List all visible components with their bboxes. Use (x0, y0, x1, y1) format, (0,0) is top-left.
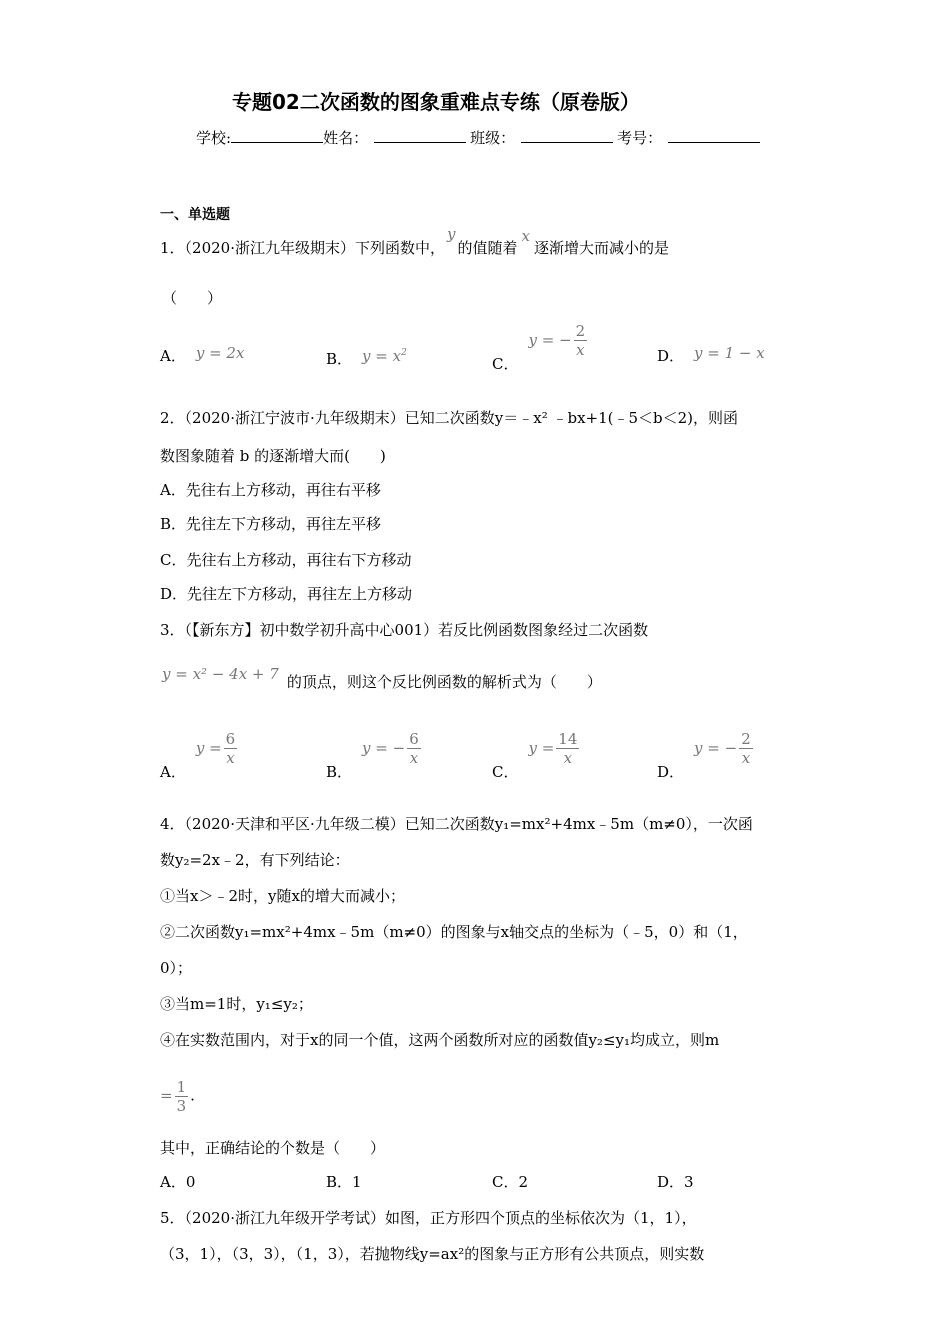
q4-statement-4b (160, 1078, 195, 1115)
q4-statement-2b: 0）； (160, 959, 193, 977)
fraction-numerator: 1 (176, 1078, 187, 1096)
q2-option-d (160, 584, 412, 604)
option-label: D． (657, 1173, 685, 1191)
option-expr: y = − (528, 330, 572, 349)
q2-line2: 数图象随着 b 的逐渐增大而( ) (160, 447, 386, 465)
q1-var-y: y (447, 225, 456, 243)
q3-option-b (326, 730, 423, 781)
id-blank (668, 128, 760, 143)
option-label: C． (160, 551, 187, 569)
q3-expr-line (162, 665, 602, 692)
q4-statement-1: ①当x＞﹣2时，y随x的增大而减小； (160, 887, 405, 905)
q1-option-d (657, 346, 765, 366)
option-text: 3 (684, 1173, 694, 1191)
q1-mid: 的值随着 (457, 239, 518, 257)
option-expr: y = − (694, 738, 738, 757)
q3-option-d (657, 730, 755, 781)
option-expr: y = 2x (195, 344, 245, 362)
q4-option-a (160, 1172, 195, 1192)
q4-line2: 数y₂=2x﹣2，有下列结论： (160, 851, 350, 869)
option-expr: y = − (362, 738, 406, 757)
fraction-denominator: x (741, 749, 751, 767)
option-text: 2 (518, 1173, 529, 1191)
option-expr: y = x (362, 347, 402, 365)
q1-paren: （ ） (162, 289, 223, 307)
option-label: C． (492, 354, 519, 373)
q2-option-c (160, 550, 412, 570)
q4-option-c (492, 1172, 528, 1192)
option-exponent: 2 (401, 348, 407, 358)
page-title: 专题02二次函数的图象重难点专练（原卷版） (232, 90, 640, 114)
equals-sign: = (160, 1086, 173, 1105)
q4-question: 其中，正确结论的个数是（ ） (160, 1139, 386, 1157)
option-label: D． (160, 585, 188, 603)
option-label: A． (160, 1173, 186, 1191)
option-label: A． (160, 347, 186, 365)
section-heading: 一、单选题 (160, 207, 230, 223)
option-text: 1 (352, 1173, 362, 1191)
q1-prefix: 1．（2020·浙江九年级期末）下列函数中， (160, 239, 445, 257)
fraction-numerator: 14 (558, 730, 578, 748)
class-label: 班级： (470, 129, 516, 147)
fraction-denominator: x (563, 749, 573, 767)
option-expr: y = (195, 738, 222, 757)
option-label: A． (160, 762, 186, 781)
fraction-numerator: 6 (225, 730, 236, 748)
id-label: 考号： (617, 129, 663, 147)
q3-line1: 3．（【新东方】初中数学初升高中心001）若反比例函数图象经过二次函数 (160, 621, 649, 639)
fraction-denominator: 3 (176, 1097, 187, 1115)
fraction-numerator: 2 (575, 322, 586, 340)
option-label: C． (492, 762, 519, 781)
q1-option-a (160, 346, 244, 366)
option-text: 先往左下方移动，再往左上方移动 (187, 585, 413, 603)
fraction-denominator: x (226, 749, 235, 767)
q2-option-b (160, 514, 381, 534)
q1-suffix: 逐渐增大而减小的是 (533, 239, 669, 257)
name-label: 姓名： (323, 129, 369, 147)
q4-statement-3: ③当m=1时，y₁≤y₂； (160, 995, 313, 1013)
q2-option-a (160, 480, 381, 500)
period: . (190, 1086, 195, 1105)
option-label: D． (657, 762, 685, 781)
q5-line2: （3，1），（3，3），（1，3），若抛物线y=ax²的图象与正方形有公共顶点，则实数 (160, 1245, 705, 1263)
option-label: B． (326, 762, 353, 781)
q3-option-c (492, 730, 581, 781)
fraction-denominator: x (576, 341, 585, 359)
option-text: 先往右上方移动，再往右下方移动 (186, 551, 412, 569)
fraction-denominator: x (409, 749, 419, 767)
option-label: A． (160, 481, 186, 499)
option-text: 先往右上方移动，再往右平移 (185, 481, 381, 499)
option-label: B． (326, 1173, 353, 1191)
q1-option-c (492, 322, 589, 373)
q5-line1: 5．（2020·浙江九年级开学考试）如图，正方形四个顶点的坐标依次为（1，1）， (160, 1209, 697, 1227)
option-expr: y = (528, 738, 555, 757)
school-label: 学校: (196, 129, 232, 147)
q4-option-b (326, 1172, 362, 1192)
q1-option-b (326, 346, 407, 369)
q4-statement-4a: ④在实数范围内，对于x的同一个值，这两个函数所对应的函数值y₂≤y₁均成立，则m (160, 1031, 720, 1049)
q1-var-x: x (521, 227, 530, 245)
school-blank (231, 128, 323, 143)
q4-statement-2a: ②二次函数y₁=mx²+4mx﹣5m（m≠0）的图象与x轴交点的坐标为（﹣5，0）和（1， (160, 923, 748, 941)
option-text: 0 (185, 1173, 196, 1191)
option-label: C． (492, 1173, 519, 1191)
fraction-numerator: 2 (741, 730, 751, 748)
option-label: B． (326, 350, 353, 368)
name-blank (374, 128, 466, 143)
q2-line1: 2．（2020·浙江宁波市·九年级期末）已知二次函数y＝﹣x² ﹣bx+1(﹣5＜b＜2)，则函 (160, 409, 739, 427)
class-blank (521, 128, 613, 143)
option-expr: y = 1 − x (694, 344, 765, 362)
option-label: B． (160, 515, 187, 533)
q1-stem (160, 225, 669, 258)
q4-option-d (657, 1172, 694, 1192)
student-info-row (196, 128, 760, 148)
q3-line2: 的顶点，则这个反比例函数的解析式为（ ） (286, 673, 602, 691)
q3-option-a (160, 730, 239, 781)
option-label: D． (657, 347, 685, 365)
option-text: 先往左下方移动，再往左平移 (186, 515, 382, 533)
q4-line1: 4．（2020·天津和平区·九年级二模）已知二次函数y₁=mx²+4mx﹣5m（m≠0），一次函 (160, 815, 753, 833)
q3-expr: y = x² − 4x + 7 (162, 665, 279, 683)
fraction-numerator: 6 (409, 730, 419, 748)
